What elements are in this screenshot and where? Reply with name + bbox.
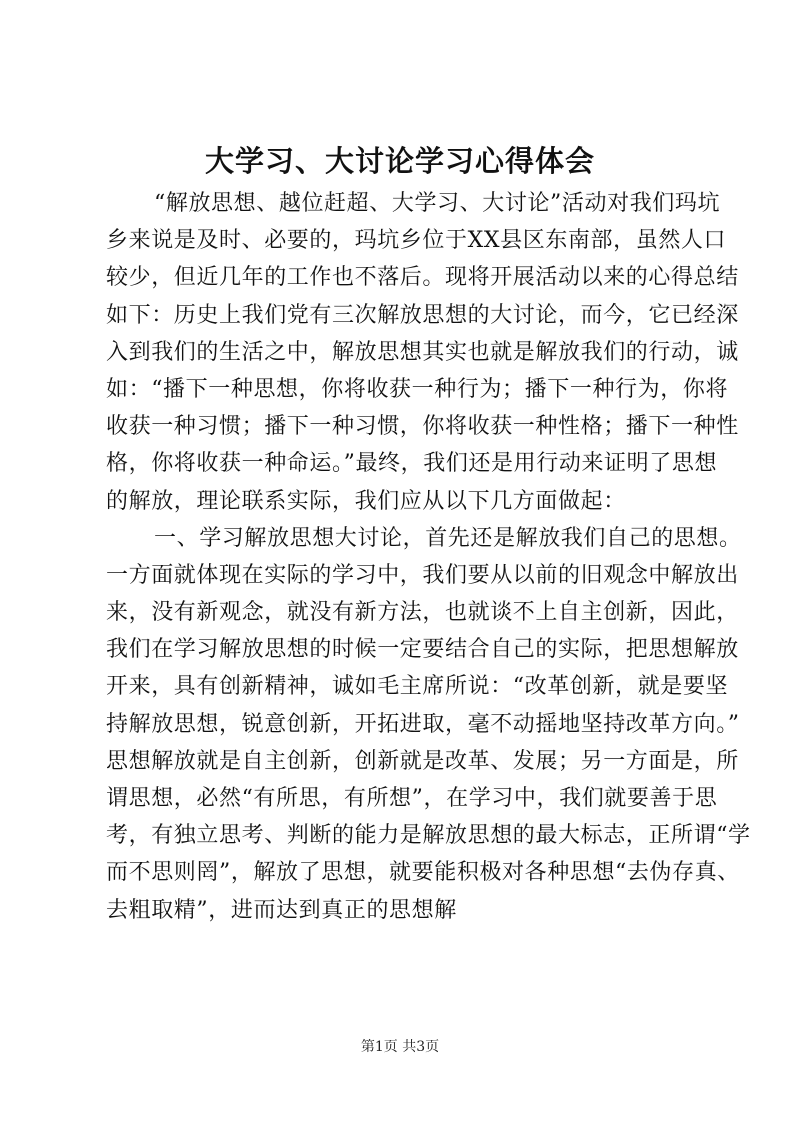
text-line: “解放思想、越位赶超、大学习、大讨论”活动对我们玛坑 <box>154 191 721 216</box>
text-line: 一、学习解放思想大讨论，首先还是解放我们自己的思想。 <box>154 525 742 551</box>
text-line: 一方面就体现在实际的学习中，我们要从以前的旧观念中解放出 <box>106 562 739 588</box>
text-line: 考，有独立思考、判断的能力是解放思想的最大标志，正所谓“学 <box>106 823 751 849</box>
page-number-footer: 第1页 共3页 <box>360 1039 440 1055</box>
text-line: 开来，具有创新精神，诚如毛主席所说：“改革创新，就是要坚 <box>106 674 729 700</box>
text-line: 较少，但近几年的工作也不落后。现将开展活动以来的心得总结 <box>106 265 739 291</box>
text-line: 来，没有新观念，就没有新方法，也就谈不上自主创新，因此， <box>106 600 739 626</box>
document-body <box>106 185 751 929</box>
text-line: 格，你将收获一种命运。”最终，我们还是用行动来证明了思想 <box>106 451 718 477</box>
text-line: 的解放，理论联系实际，我们应从以下几方面做起： <box>106 488 626 514</box>
text-line: 如下：历史上我们党有三次解放思想的大讨论，而今，它已经深 <box>106 302 739 328</box>
text-line: 我们在学习解放思想的时候一定要结合自己的实际，把思想解放 <box>106 637 739 663</box>
text-line: 谓思想，必然“有所思，有所想”，在学习中，我们就要善于思 <box>106 786 718 811</box>
text-line: 而不思则罔”，解放了思想，就要能积极对各种思想“去伪存真、 <box>106 860 740 886</box>
text-line: 乡来说是及时、必要的，玛坑乡位于XX县区东南部，虽然人口 <box>106 228 727 254</box>
text-line: 去粗取精”，进而达到真正的思想解 <box>106 897 457 923</box>
document-title: 大学习、大讨论学习心得体会 <box>204 144 595 178</box>
text-line: 如：“播下一种思想，你将收获一种行为；播下一种行为，你将 <box>106 376 729 402</box>
text-line: 持解放思想，锐意创新，开拓进取，毫不动摇地坚持改革方向。” <box>106 711 740 737</box>
text-line: 入到我们的生活之中，解放思想其实也就是解放我们的行动，诚 <box>106 339 739 365</box>
text-line: 思想解放就是自主创新，创新就是改革、发展；另一方面是，所 <box>106 748 739 774</box>
text-line: 收获一种习惯；播下一种习惯，你将收获一种性格；播下一种性 <box>106 414 739 440</box>
